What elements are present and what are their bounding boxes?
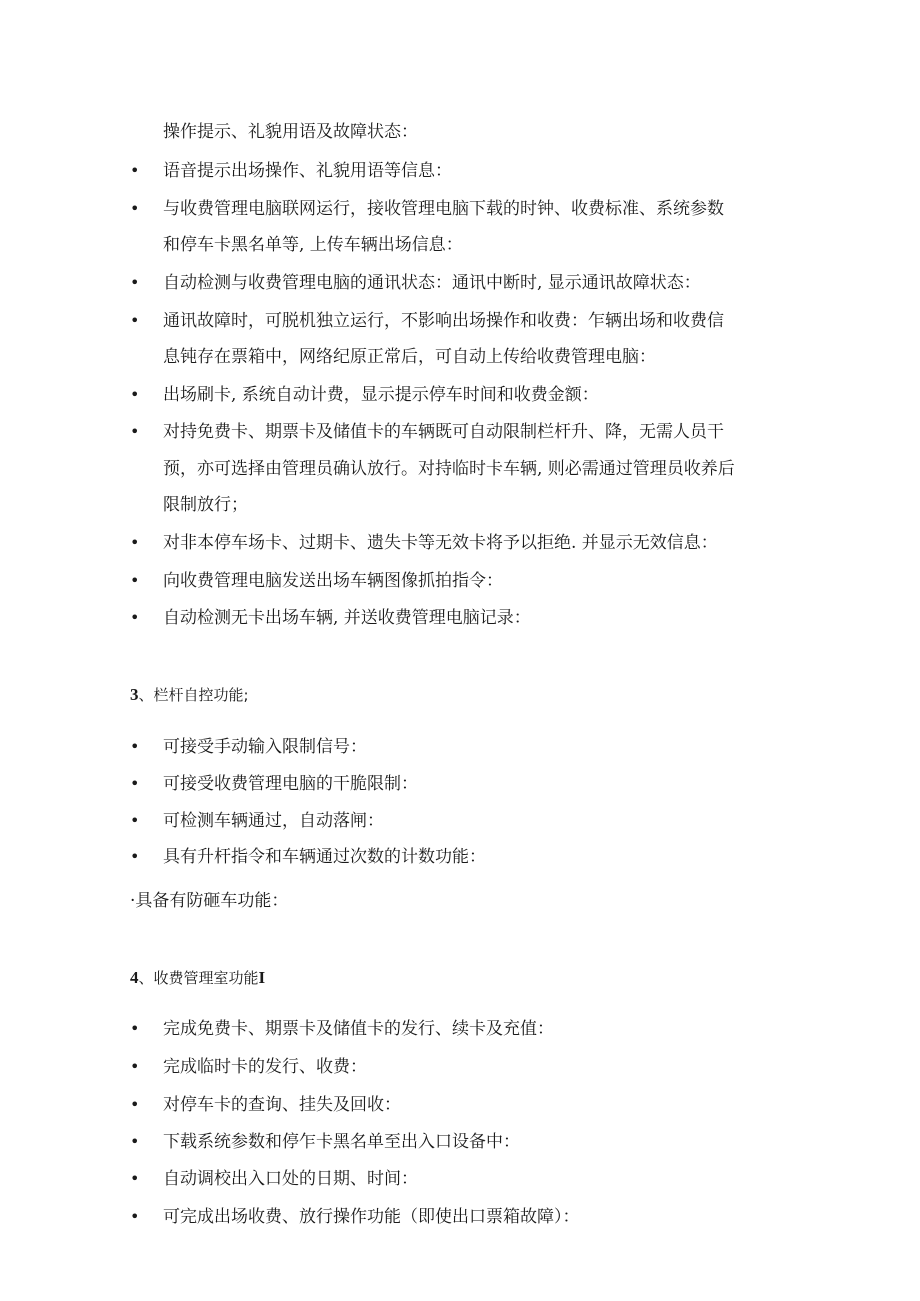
list-item: 向收费管理电脑发送出场车辆图像抓拍指令： bbox=[163, 571, 503, 591]
list-item: 通讯故障时，可脱机独立运行，不影响出场操作和收费：乍辆出场和收费信 bbox=[163, 311, 724, 331]
bullet-icon: • bbox=[130, 1207, 140, 1226]
bullet-icon: • bbox=[130, 1019, 140, 1038]
list-item: 具有升杆指令和车辆通过次数的计数功能： bbox=[163, 847, 486, 867]
list-item-continuation: 操作提示、礼貌用语及故障状态： bbox=[163, 122, 418, 142]
list-item: 可接受收费管理电脑的干脆限制： bbox=[163, 774, 418, 794]
bullet-icon: • bbox=[130, 608, 140, 627]
list-item: 对非本停车场卡、过期卡、遗失卡等无效卡将予以拒绝. 并显示无效信息： bbox=[163, 533, 718, 553]
list-item-continuation: 限制放行； bbox=[163, 495, 248, 515]
bullet-icon: • bbox=[130, 533, 140, 552]
list-item-continuation: 息钝存在票箱中，网络纪原正常后，可自动上传给收费管理电脑： bbox=[163, 347, 656, 367]
bullet-icon: • bbox=[130, 273, 140, 292]
bullet-icon: • bbox=[130, 422, 140, 441]
bullet-icon: • bbox=[130, 199, 140, 218]
section-heading bbox=[130, 683, 249, 707]
list-item: 语音提示出场操作、礼貌用语等信息： bbox=[163, 161, 452, 181]
list-item: 出场刷卡, 系统自动计费，显示提示停车时间和收费金额： bbox=[163, 385, 599, 405]
list-item: 对持免费卡、期票卡及储值卡的车辆既可自动限制栏杆升、降，无需人员干 bbox=[163, 422, 724, 442]
bullet-icon: • bbox=[130, 311, 140, 330]
list-item: 完成免费卡、期票卡及储值卡的发行、续卡及充值： bbox=[163, 1019, 554, 1039]
section-heading bbox=[130, 966, 265, 990]
bullet-icon: • bbox=[130, 811, 140, 830]
list-item: 与收费管理电脑联网运行，接收管理电脑下载的时钟、收费标准、系统参数 bbox=[163, 199, 724, 219]
list-item: 完成临时卡的发行、收费： bbox=[163, 1057, 367, 1077]
section-title-suffix: I bbox=[258, 968, 266, 987]
bullet-icon: • bbox=[130, 1095, 140, 1114]
list-item-plain: ·具备有防砸车功能： bbox=[130, 891, 289, 911]
bullet-icon: • bbox=[130, 1169, 140, 1188]
bullet-icon: • bbox=[130, 1057, 140, 1076]
list-item-continuation: 预，亦可选择由管理员确认放行。对持临时卡车辆, 则必需通过管理员收养后 bbox=[163, 459, 735, 479]
list-item: 可接受手动输入限制信号： bbox=[163, 737, 367, 757]
section-title: 、收费管理室功能 bbox=[138, 969, 259, 987]
list-item: 对停车卡的查询、挂失及回收： bbox=[163, 1095, 401, 1115]
section-number: 4 bbox=[130, 968, 139, 987]
section-number: 3 bbox=[130, 685, 139, 704]
bullet-icon: • bbox=[130, 737, 140, 756]
list-item-continuation: 和停车卡黑名单等, 上传车辆出场信息： bbox=[163, 235, 463, 255]
bullet-icon: • bbox=[130, 1132, 140, 1151]
list-item: 可完成出场收费、放行操作功能（即使出口票箱故障）： bbox=[163, 1207, 580, 1227]
bullet-icon: • bbox=[130, 571, 140, 590]
list-item: 下载系统参数和停乍卡黑名单至出入口设备中： bbox=[163, 1132, 520, 1152]
list-item: 可检测车辆通过，自动落闸： bbox=[163, 811, 384, 831]
section-title: 、栏杆自控功能; bbox=[138, 686, 249, 704]
bullet-icon: • bbox=[130, 385, 140, 404]
bullet-icon: • bbox=[130, 847, 140, 866]
list-item: 自动检测与收费管理电脑的通讯状态：通讯中断时, 显示通讯故障状态： bbox=[163, 273, 701, 293]
bullet-icon: • bbox=[130, 774, 140, 793]
list-item: 自动检测无卡出场车辆, 并送收费管理电脑记录： bbox=[163, 608, 531, 628]
bullet-icon: • bbox=[130, 161, 140, 180]
list-item: 自动调校出入口处的日期、时间： bbox=[163, 1169, 418, 1189]
